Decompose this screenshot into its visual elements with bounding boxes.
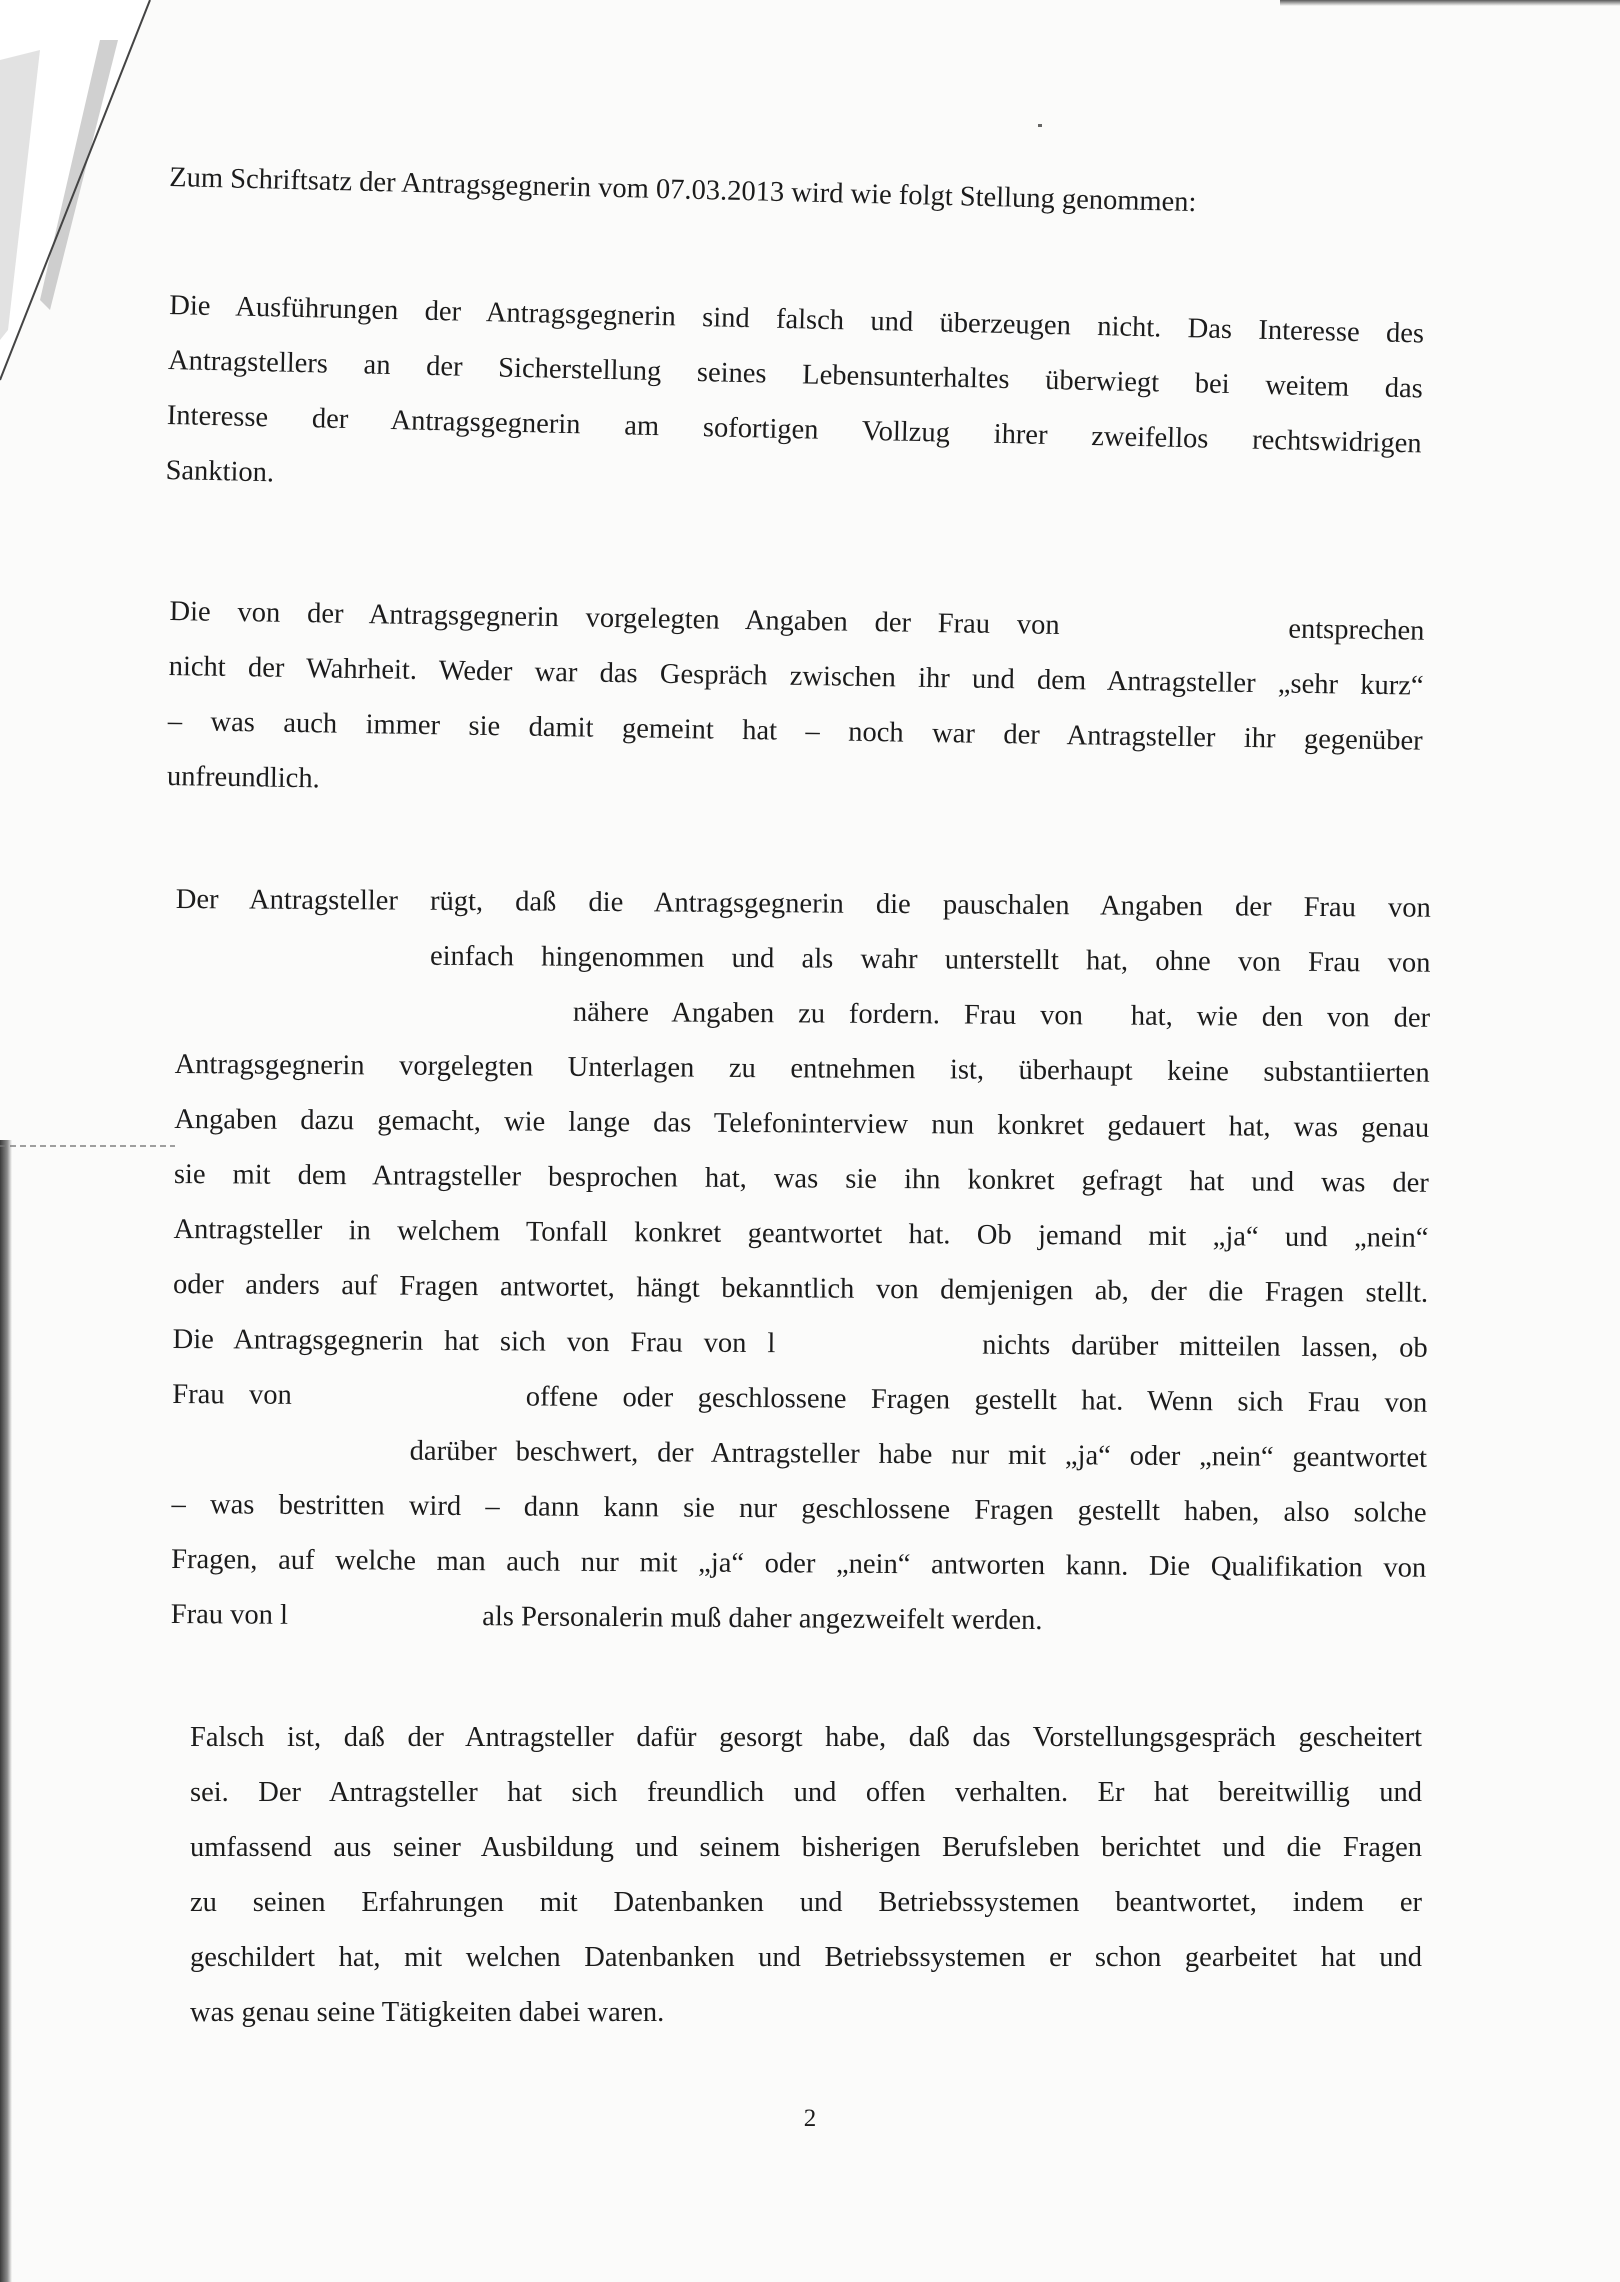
redacted-name-gap bbox=[172, 1458, 372, 1459]
paragraph-interview bbox=[190, 1710, 1422, 2040]
text-line bbox=[173, 1257, 1428, 1321]
text-line bbox=[171, 1477, 1426, 1541]
text-segment: Die Antragsgegnerin hat sich von Frau von l bbox=[172, 1323, 776, 1360]
scan-edge-shadow bbox=[0, 1140, 12, 2282]
text-segment: sie mit dem Antragsteller besprochen hat, was sie ihn konkret gefragt hat und was der bbox=[173, 1158, 1429, 1199]
paragraph-interest bbox=[165, 278, 1425, 526]
text-segment: entsprechen bbox=[1288, 613, 1425, 647]
page-number: 2 bbox=[803, 2105, 817, 2132]
text-line bbox=[172, 1367, 1427, 1431]
paragraph-objection bbox=[171, 872, 1431, 1651]
text-line bbox=[171, 1587, 1426, 1651]
text-line bbox=[176, 872, 1431, 936]
text-segment: Fragen, auf welche man auch nur mit „ja“ oder „nein“ antworten kann. Die Qualifikation von bbox=[171, 1543, 1427, 1584]
redacted-name-gap bbox=[1086, 634, 1261, 637]
text-line bbox=[171, 1532, 1426, 1596]
text-segment: Antragstellers an der Sicherstellung seines Lebensunterhaltes überwiegt bei weitem das bbox=[167, 344, 1424, 405]
text-segment: Interesse der Antragsgegnerin am sofortigen Vollzug ihrer zweifellos rechtswidrigen bbox=[166, 399, 1422, 460]
scan-dash-artifact bbox=[0, 1145, 175, 1147]
text-segment: als Personalerin muß daher angezweifelt werden. bbox=[482, 1601, 1043, 1637]
text-line bbox=[169, 150, 1425, 236]
text-segment: nicht der Wahrheit. Weder war das Gespräch zwischen ihr und dem Antragsteller „sehr kurz“ bbox=[168, 650, 1424, 702]
text-segment: oder anders auf Fragen antwortet, hängt bekanntlich von demjenigen ab, der die Fragen stellt. bbox=[173, 1268, 1429, 1309]
text-segment: unfreundlich. bbox=[166, 760, 320, 795]
text-segment: Antragsgegnerin vorgelegten Unterlagen zu entnehmen ist, überhaupt keine substantiierten bbox=[174, 1048, 1430, 1089]
text-segment: Frau von l bbox=[170, 1598, 289, 1631]
text-line bbox=[173, 1202, 1428, 1266]
text-segment: – was bestritten wird – dann kann sie nur geschlossene Fragen gestellt haben, also solche bbox=[171, 1488, 1427, 1529]
redacted-name-gap bbox=[399, 1020, 549, 1021]
text-segment: Zum Schriftsatz der Antragsgegnerin vom 07.03.2013 wird wie folgt Stellung genommen: bbox=[168, 161, 1197, 219]
scan-edge-shadow-top bbox=[1280, 0, 1620, 6]
text-segment: Angaben dazu gemacht, wie lange das Telefoninterview nun konkret gedauert hat, was genau bbox=[174, 1103, 1430, 1144]
redacted-name-gap bbox=[796, 1352, 961, 1353]
redacted-name-gap bbox=[295, 1624, 475, 1625]
text-segment: offene oder geschlossene Fragen gestellt hat. Wenn sich Frau von bbox=[525, 1381, 1428, 1419]
text-segment: Frau von bbox=[172, 1378, 292, 1411]
text-line bbox=[190, 1985, 1422, 2040]
text-segment: Falsch ist, daß der Antragsteller dafür gesorgt habe, daß das Vorstellungsgespräch gescheitert bbox=[190, 1722, 1422, 1753]
text-line bbox=[175, 982, 1430, 1046]
paragraph-statements bbox=[167, 584, 1425, 824]
text-line bbox=[190, 1820, 1422, 1875]
text-line bbox=[174, 1092, 1429, 1156]
text-segment: geschildert hat, mit welchen Datenbanken und Betriebssystemen er schon gearbeitet hat und bbox=[190, 1942, 1422, 1973]
paragraph-intro bbox=[169, 150, 1425, 236]
text-segment: nichts darüber mitteilen lassen, ob bbox=[982, 1329, 1428, 1364]
text-line bbox=[174, 1147, 1429, 1211]
text-segment: sei. Der Antragsteller hat sich freundlich und offen verhalten. Er hat bereitwillig und bbox=[190, 1777, 1422, 1808]
redacted-name-gap bbox=[175, 963, 375, 964]
text-segment: umfassend aus seiner Ausbildung und seinem bisherigen Berufsleben berichtet und die Fragen bbox=[190, 1832, 1422, 1863]
text-segment: zu seinen Erfahrungen mit Datenbanken und Betriebssystemen beantwortet, indem er bbox=[190, 1887, 1422, 1918]
text-segment: Die Ausführungen der Antragsgegnerin sind falsch und überzeugen nicht. Das Interesse des bbox=[169, 289, 1425, 350]
text-segment: hat, wie den von der bbox=[1130, 1000, 1431, 1034]
text-line bbox=[190, 1765, 1422, 1820]
redacted-name-gap bbox=[316, 1404, 501, 1405]
text-line bbox=[172, 1422, 1427, 1486]
scan-speck bbox=[1038, 124, 1042, 127]
text-line bbox=[174, 1037, 1429, 1101]
text-line bbox=[175, 927, 1430, 991]
text-line bbox=[190, 1930, 1422, 1985]
text-segment: Sanktion. bbox=[165, 454, 275, 489]
text-segment: darüber beschwert, der Antragsteller habe nur mit „ja“ oder „nein“ geantwortet bbox=[409, 1435, 1428, 1474]
text-segment: was genau seine Tätigkeiten dabei waren. bbox=[190, 1997, 665, 2028]
text-segment: Der Antragsteller rügt, daß die Antragsgegnerin die pauschalen Angaben der Frau von bbox=[175, 883, 1431, 924]
text-segment: – was auch immer sie damit gemeint hat – noch war der Antragsteller ihr gegenüber bbox=[167, 705, 1423, 757]
text-line bbox=[190, 1710, 1422, 1765]
text-segment: Die von der Antragsgegnerin vorgelegten Angaben der Frau von bbox=[169, 595, 1060, 641]
text-line bbox=[190, 1875, 1422, 1930]
text-line bbox=[173, 1312, 1428, 1376]
text-segment: nähere Angaben zu fordern. Frau von bbox=[572, 996, 1084, 1032]
text-segment: einfach hingenommen und als wahr unterstellt hat, ohne von Frau von bbox=[429, 940, 1431, 979]
text-segment: Antragsteller in welchem Tonfall konkret geantwortet hat. Ob jemand mit „ja“ und „nein“ bbox=[173, 1213, 1429, 1254]
redacted-name-gap bbox=[175, 1018, 375, 1019]
scan-fold-artifact bbox=[0, 0, 160, 400]
